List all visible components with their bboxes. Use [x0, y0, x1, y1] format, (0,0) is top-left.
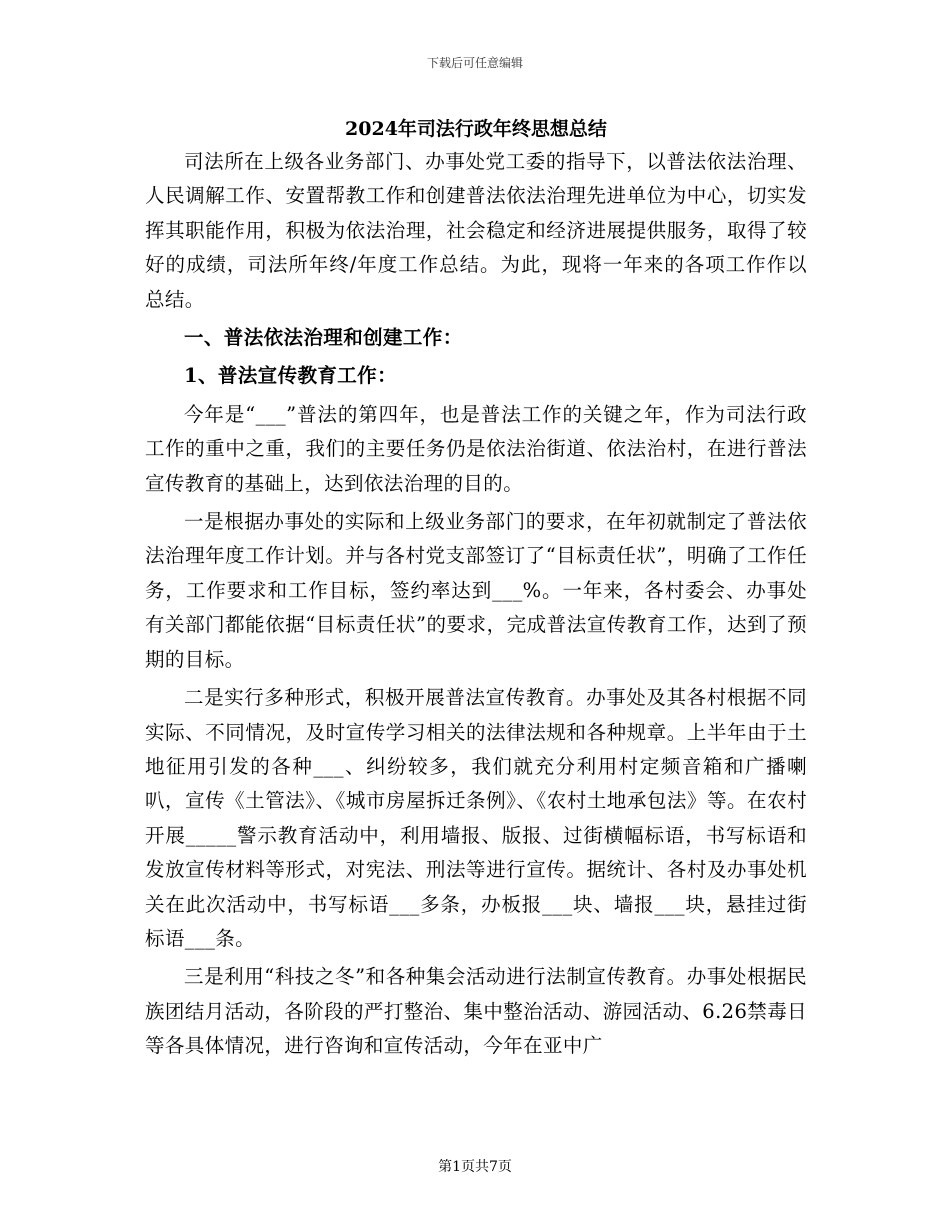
subsection-heading-1: 1、普法宣传教育工作： — [184, 364, 397, 388]
paragraph-intro: 司法所在上级各业务部门、办事处党工委的指导下，以普法依法治理、人民调解工作、安置帮教工作和创建普法依法治理先进单位为中心，切实发挥其职能作用，积极为依法治理，社会稳定和经济进展提供服务，取得了较好的成绩，司法所年终/年度工作总结。为此，现将一年来的各项工作作以总结。 — [145, 150, 807, 311]
paragraph-body: 一是根据办事处的实际和上级业务部门的要求，在年初就制定了普法依法治理年度工作计划。并与各村党支部签订了“目标责任状”，明确了工作任务，工作要求和工作目标，签约率达到___%。一年来，各村委会、办事处有关部门都能依据“目标责任状”的要求，完成普法宣传教育工作，达到了预期的目标。 — [145, 510, 807, 671]
document-body — [145, 113, 807, 1068]
page-number-footer: 第1页共7页 — [438, 1159, 512, 1175]
paragraph-body: 三是利用“科技之冬”和各种集会活动进行法制宣传教育。办事处根据民族团结月活动，各阶段的严打整治、集中整治活动、游园活动、6.26禁毒日等各具体情况，进行咨询和宣传活动，今年在亚中广 — [145, 965, 807, 1058]
paragraph-body: 二是实行多种形式，积极开展普法宣传教育。办事处及其各村根据不同实际、不同情况，及时宣传学习相关的法律法规和各种规章。上半年由于土地征用引发的各种___、纠纷较多，我们就充分利用村定频音箱和广播喇叭，宣传《土管法》、《城市房屋拆迁条例》、《农村土地承包法》等。在农村开展_____警示教育活动中，利用墙报、版报、过街横幅标语，书写标语和发放宣传材料等形式，对宪法、刑法等进行宣传。据统计、各村及办事处机关在此次活动中，书写标语___多条，办板报___块、墙报___块，悬挂过街标语___条。 — [145, 686, 807, 950]
section-heading-1: 一、普法依法治理和创建工作： — [184, 326, 463, 350]
paragraph-body: 今年是“___”普法的第四年，也是普法工作的关键之年，作为司法行政工作的重中之重，我们的主要任务仍是依法治街道、依法治村，在进行普法宣传教育的基础上，达到依法治理的目的。 — [145, 402, 807, 495]
document-title: 2024年司法行政年终思想总结 — [345, 118, 607, 140]
page-header-note: 下载后可任意编辑 — [426, 56, 523, 70]
